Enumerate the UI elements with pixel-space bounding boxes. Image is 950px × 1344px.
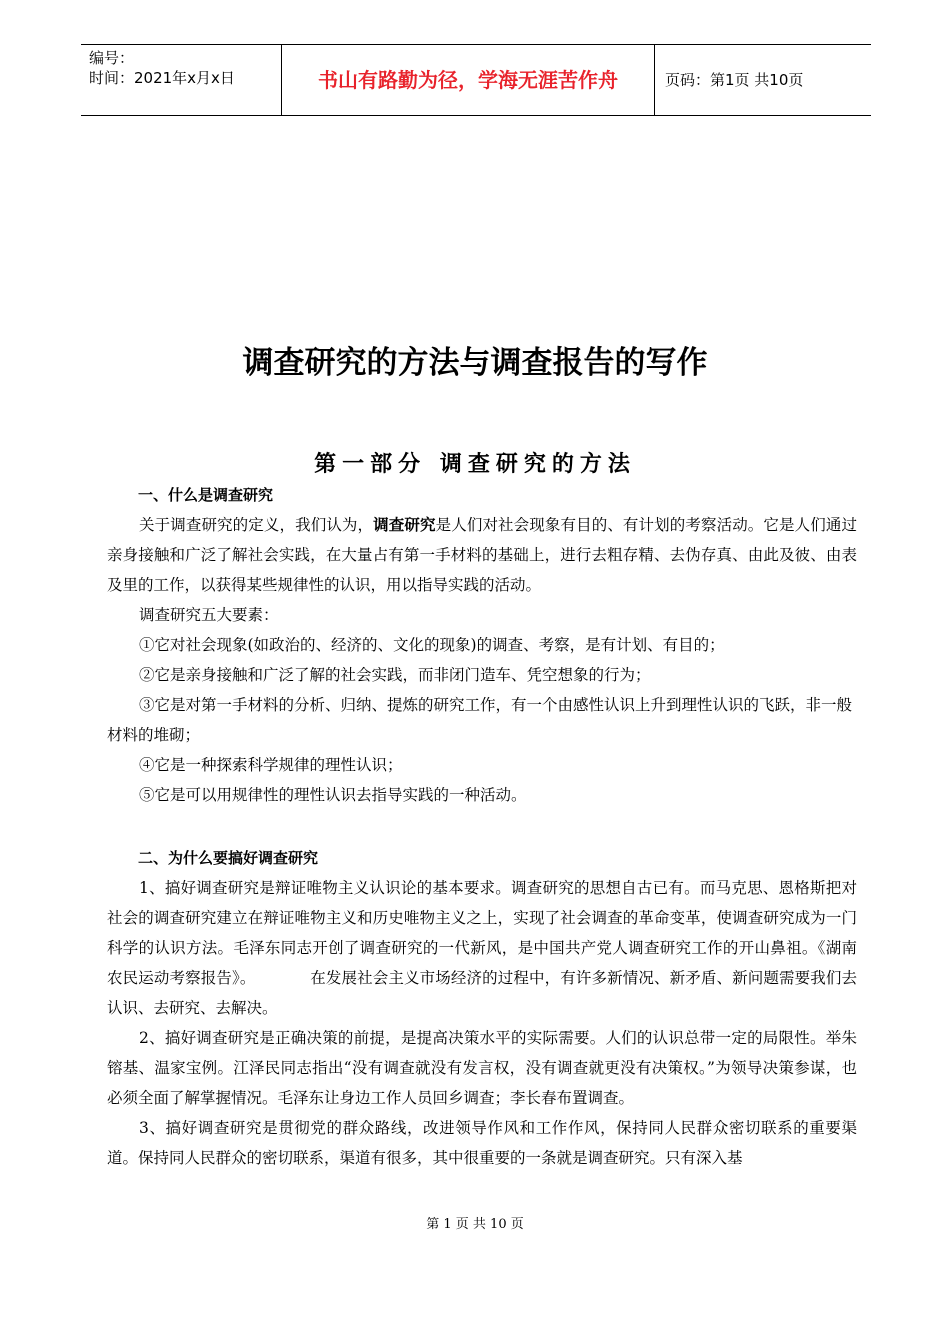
definition-post: 是人们对社会现象有目的、有计划的考察活动。它是人们通过亲身接触和广泛了解社会实践，在大量占有第一手材料的基础上，进行去粗存精、去伪存真、由此及彼、由表及里的工作，以获得某些规律性的认识，用以指导实践的活动。 xyxy=(107,516,857,594)
list-item: ①它对社会现象(如政治的、经济的、文化的现象)的调查、考察，是有计划、有目的； xyxy=(139,636,725,654)
section1-heading: 一、什么是调查研究 xyxy=(138,486,274,504)
time-label: 时间：2021年x月x日 xyxy=(89,69,235,87)
header-page-label: 页码：第1页 共10页 xyxy=(665,71,804,89)
list-item: ⑤它是可以用规律性的理性认识去指导实践的一种活动。 xyxy=(139,786,527,804)
doc-number-label: 编号： xyxy=(89,49,135,67)
paragraph: 2、搞好调查研究是正确决策的前提，是提高决策水平的实际需要。人们的认识总带一定的局限性。举朱镕基、温家宝例。江泽民同志指出“没有调查就没有发言权，没有调查就更没有决策权。”为领导决策参谋，也必须全面了解掌握情况。毛泽东让身边工作人员回乡调查；李长春布置调查。 xyxy=(107,1029,857,1107)
header-motto: 书山有路勤为径，学海无涯苦作舟 xyxy=(281,45,655,115)
document-title: 调查研究的方法与调查报告的写作 xyxy=(242,345,708,381)
definition-pre: 关于调查研究的定义，我们认为， xyxy=(139,516,374,534)
definition-paragraph xyxy=(107,510,857,600)
list-item: ③它是对第一手材料的分析、归纳、提炼的研究工作，有一个由感性认识上升到理性认识的飞跃，非一般材料的堆砌； xyxy=(107,696,853,744)
page-footer: 第 1 页 共 10 页 xyxy=(426,1217,524,1232)
part-title: 第一部分 调查研究的方法 xyxy=(314,451,636,477)
paragraph: 3、搞好调查研究是贯彻党的群众路线，改进领导作风和工作作风，保持同人民群众密切联系的重要渠道。保持同人民群众的密切联系，渠道有很多，其中很重要的一条就是调查研究。只有深入基 xyxy=(107,1119,857,1167)
header-table xyxy=(81,44,871,116)
header-meta-cell xyxy=(81,45,281,115)
list-item: ④它是一种探索科学规律的理性认识； xyxy=(139,756,403,774)
elements-intro: 调查研究五大要素： xyxy=(139,606,279,624)
section2-heading: 二、为什么要搞好调查研究 xyxy=(138,849,319,867)
definition-keyword: 调查研究 xyxy=(373,516,436,534)
document-body xyxy=(107,480,857,1173)
list-item: ②它是亲身接触和广泛了解的社会实践，而非闭门造车、凭空想象的行为； xyxy=(139,666,651,684)
paragraph: 1、搞好调查研究是辩证唯物主义认识论的基本要求。调查研究的思想自古已有。而马克思、恩格斯把对社会的调查研究建立在辩证唯物主义和历史唯物主义之上，实现了社会调查的革命变革，使调查研究成为一门科学的认识方法。毛泽东同志开创了调查研究的一代新风，是中国共产党人调查研究工作的开山鼻祖。《湖南农民运动考察报告》。 在发展社会主义市场经济的过程中，有许多新情况、新矛盾、新问题需要我们去认识、去研究、去解决。 xyxy=(107,879,857,1017)
